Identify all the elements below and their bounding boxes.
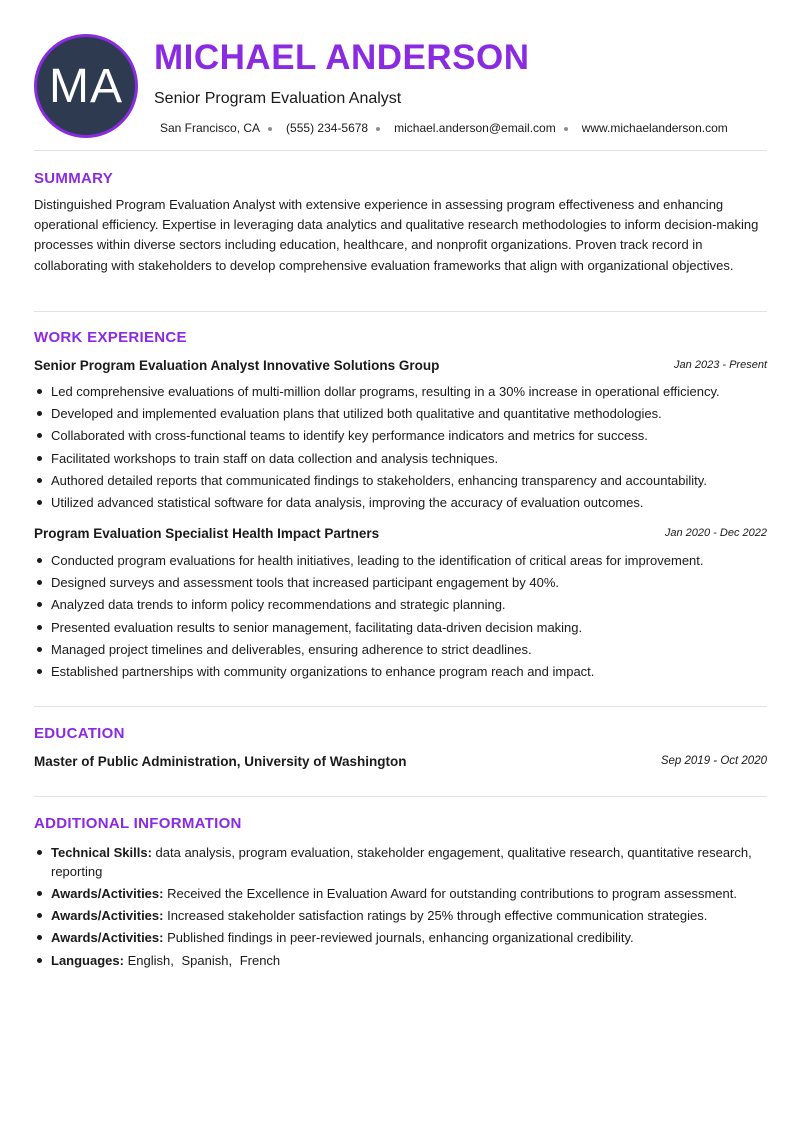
list-item: Designed surveys and assessment tools that increased participant engagement by 40%. bbox=[34, 574, 767, 596]
info-text: Published findings in peer-reviewed journals, enhancing organizational credibility. bbox=[163, 930, 634, 945]
list-item: Facilitated workshops to train staff on data collection and analysis techniques. bbox=[34, 450, 767, 472]
language: English, bbox=[127, 953, 174, 968]
language: Spanish, bbox=[181, 953, 233, 968]
info-label: Awards/Activities: bbox=[51, 886, 164, 901]
list-item: Led comprehensive evaluations of multi-million dollar programs, resulting in a 30% increase in operational efficiency. bbox=[34, 383, 767, 405]
list-item: Collaborated with cross-functional teams to identify key performance indicators and metrics for success. bbox=[34, 427, 767, 449]
job-dates: Jan 2023 - Present bbox=[674, 359, 767, 371]
summary-text: Distinguished Program Evaluation Analyst with extensive experience in assessing program effectiveness and enhancing operational efficiency. Expertise in leveraging data analytics and qualitative research methodologies to inform decision-making processes within diverse sectors including education, healthcare, and nonprofit organizations. Proven track record in collaborating with stakeholders to develop comprehensive evaluation frameworks that align with organizational objectives. bbox=[34, 197, 759, 273]
info-text: Increased stakeholder satisfaction ratings by 25% through effective communication strategies. bbox=[163, 908, 708, 923]
job-header bbox=[34, 358, 767, 376]
list-item: Presented evaluation results to senior management, facilitating data-driven decision making. bbox=[34, 619, 767, 641]
resume-header bbox=[34, 34, 767, 138]
info-text: Received the Excellence in Evaluation Award for outstanding contributions to program assessment. bbox=[163, 886, 737, 901]
languages-item bbox=[34, 951, 767, 970]
contact-email[interactable]: michael.anderson@email.com bbox=[394, 121, 556, 135]
separator-dot bbox=[564, 127, 568, 131]
additional-info-list bbox=[34, 843, 767, 973]
list-item bbox=[34, 884, 767, 903]
list-item: Conducted program evaluations for health initiatives, leading to the identification of critical areas for improvement. bbox=[34, 552, 767, 574]
job-dates: Jan 2020 - Dec 2022 bbox=[664, 527, 767, 539]
candidate-role: Senior Program Evaluation Analyst bbox=[154, 90, 402, 107]
contact-row bbox=[160, 121, 728, 135]
avatar bbox=[34, 34, 138, 138]
contact-location: San Francisco, CA bbox=[160, 121, 261, 135]
candidate-name: MICHAEL ANDERSON bbox=[154, 38, 530, 77]
list-item: Authored detailed reports that communicated findings to stakeholders, enhancing transparency and accountability. bbox=[34, 472, 767, 494]
job-title: Program Evaluation Specialist Health Impact Partners bbox=[34, 526, 380, 541]
avatar-initials: MA bbox=[49, 59, 123, 113]
degree-title: Master of Public Administration, University of Washington bbox=[34, 754, 407, 769]
job-title: Senior Program Evaluation Analyst Innovative Solutions Group bbox=[34, 358, 440, 373]
education-heading: EDUCATION bbox=[34, 725, 125, 742]
separator-dot bbox=[376, 127, 380, 131]
list-item: Established partnerships with community organizations to enhance program reach and impact. bbox=[34, 663, 767, 685]
job-bullets bbox=[34, 552, 767, 685]
info-label: Awards/Activities: bbox=[51, 908, 164, 923]
list-item: Utilized advanced statistical software for data analysis, improving the accuracy of evaluation outcomes. bbox=[34, 494, 767, 516]
contact-website[interactable]: www.michaelanderson.com bbox=[581, 121, 728, 135]
job-header bbox=[34, 526, 767, 544]
list-item bbox=[34, 928, 767, 947]
job-bullets bbox=[34, 383, 767, 516]
list-item bbox=[34, 906, 767, 925]
list-item: Developed and implemented evaluation plans that utilized both qualitative and quantitative methodologies. bbox=[34, 405, 767, 427]
separator-dot bbox=[268, 127, 272, 131]
info-label: Awards/Activities: bbox=[51, 930, 164, 945]
info-text: data analysis, program evaluation, stakeholder engagement, qualitative research, quantitative research, reporting bbox=[51, 845, 752, 879]
work-experience-heading: WORK EXPERIENCE bbox=[34, 329, 187, 346]
additional-info-heading: ADDITIONAL INFORMATION bbox=[34, 815, 242, 832]
education-entry bbox=[34, 754, 767, 772]
divider bbox=[34, 706, 767, 707]
contact-phone[interactable]: (555) 234-5678 bbox=[286, 121, 369, 135]
divider bbox=[34, 150, 767, 151]
divider bbox=[34, 311, 767, 312]
languages-label: Languages: bbox=[51, 953, 124, 968]
info-label: Technical Skills: bbox=[51, 845, 152, 860]
language: French bbox=[239, 953, 281, 968]
divider bbox=[34, 796, 767, 797]
list-item: Managed project timelines and deliverables, ensuring adherence to strict deadlines. bbox=[34, 641, 767, 663]
education-dates: Sep 2019 - Oct 2020 bbox=[660, 755, 767, 767]
summary-heading: SUMMARY bbox=[34, 170, 114, 187]
list-item bbox=[34, 843, 767, 881]
list-item: Analyzed data trends to inform policy recommendations and strategic planning. bbox=[34, 596, 767, 618]
